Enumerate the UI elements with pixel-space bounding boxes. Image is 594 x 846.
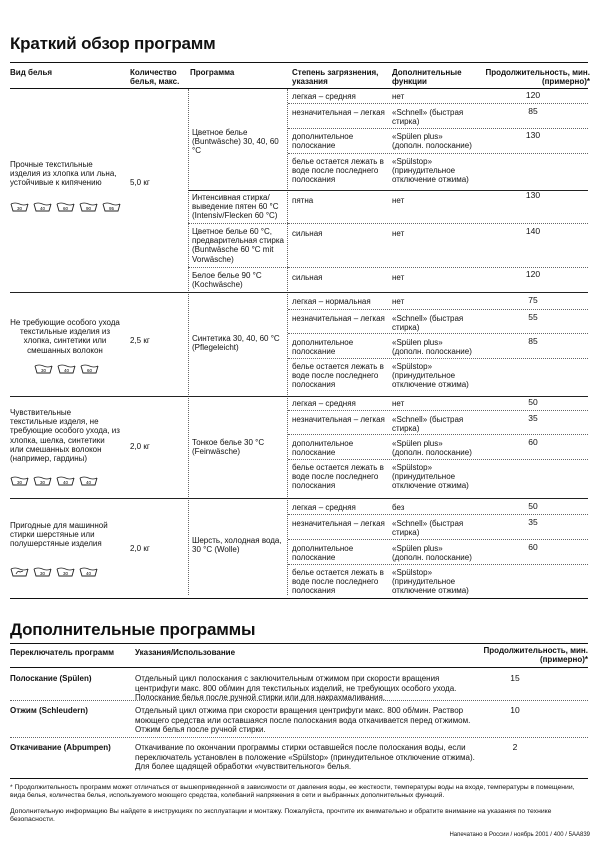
svg-text:40: 40 xyxy=(85,571,92,576)
divider xyxy=(288,223,588,224)
svg-text:30: 30 xyxy=(16,206,23,211)
group-rule xyxy=(10,292,588,293)
table-cell-extra: «Schnell» (быстрая стирка) xyxy=(392,415,464,434)
table-cell-duration: 140 xyxy=(525,226,541,236)
table-cell-soil: незначительная – легкая xyxy=(292,415,385,424)
hand-wash-icon xyxy=(10,567,29,577)
wash-40-icon xyxy=(79,476,98,486)
divider xyxy=(288,309,588,310)
table-cell-soil: легкая – средняя xyxy=(292,92,356,101)
svg-text:30: 30 xyxy=(16,480,23,485)
wash-90-icon xyxy=(79,202,98,212)
group1-program-1: Цветное белье (Buntwäsche) 30, 40, 60 °C xyxy=(192,128,279,156)
header-rule xyxy=(10,88,588,89)
table-cell-duration: 120 xyxy=(525,269,541,279)
svg-text:90: 90 xyxy=(85,206,92,211)
divider xyxy=(288,333,588,334)
table-cell-extra: нет xyxy=(392,273,405,282)
table-cell-duration: 60 xyxy=(528,437,538,447)
table-top-rule xyxy=(10,62,588,63)
wash-30-icon xyxy=(33,476,52,486)
col-divider xyxy=(188,89,189,595)
divider xyxy=(288,267,588,268)
group3-qty: 2,0 кг xyxy=(130,442,150,451)
section-title-extra-programs: Дополнительные программы xyxy=(10,620,256,639)
svg-text:60: 60 xyxy=(62,206,69,211)
group3-care-icons xyxy=(10,476,98,486)
divider xyxy=(288,514,588,515)
extra-program-name: Отжим (Schleudern) xyxy=(10,706,88,715)
table-cell-extra: нет xyxy=(392,399,405,408)
svg-text:30: 30 xyxy=(62,571,69,576)
wash-30-icon xyxy=(10,476,29,486)
group2-care-icons xyxy=(34,364,99,374)
group2-qty: 2,5 кг xyxy=(130,336,150,345)
divider xyxy=(188,267,288,268)
table-cell-duration: 130 xyxy=(525,130,541,140)
wash-60-icon xyxy=(56,202,75,212)
table-cell-soil: белье остается лежать в воде после последнего полоскания xyxy=(292,463,384,491)
group-rule xyxy=(10,396,588,397)
table-cell-extra: нет xyxy=(392,297,405,306)
table-cell-soil: незначительная – легкая xyxy=(292,519,385,528)
table-cell-soil: незначительная – легкая xyxy=(292,108,385,117)
extra-program-name: Полоскание (Spülen) xyxy=(10,674,92,683)
table-cell-duration: 85 xyxy=(528,336,538,346)
header-soil: Степень загрязнения, указания xyxy=(292,68,379,87)
table-cell-extra: «Spülen plus» (дополн. полоскание) xyxy=(392,439,472,458)
svg-text:30: 30 xyxy=(39,480,46,485)
group3-fabric: Чувствительные текстильные изделя, не требующие особого ухода, из хлопка, шелка, синтетики или смешанных волокон (например, гардины) xyxy=(10,408,120,463)
header-program: Программа xyxy=(190,68,235,77)
extra-program-duration: 10 xyxy=(510,705,520,715)
wash-30-icon xyxy=(33,567,52,577)
group3-program-1: Тонкое белье 30 °C (Feinwäsche) xyxy=(192,438,265,457)
divider xyxy=(288,410,588,411)
divider xyxy=(288,103,588,104)
table-cell-extra: «Spülen plus» (дополн. полоскание) xyxy=(392,544,472,563)
header-duration: Продолжительность, мин. (примерно)* xyxy=(485,68,590,87)
table-cell-duration: 75 xyxy=(528,295,538,305)
table-cell-soil: легкая – средняя xyxy=(292,399,356,408)
extra-program-desc: Отдельный цикл отжима при скорости вращения центрифуги макс. 800 об/мин. Раствор моющего средства или оставшаяся после полоскания вода откачивается перед отжимом. Отжим белья после ручной стирки. xyxy=(135,706,471,735)
table-cell-soil: дополнительное полоскание xyxy=(292,439,354,458)
divider xyxy=(288,358,588,359)
group1-care-icons xyxy=(10,202,121,212)
table-cell-soil: легкая – средняя xyxy=(292,503,356,512)
svg-text:30: 30 xyxy=(39,571,46,576)
header-fabric: Вид белья xyxy=(10,68,53,77)
table-cell-extra: «Schnell» (быстрая стирка) xyxy=(392,108,464,127)
table-cell-duration: 120 xyxy=(525,90,541,100)
table-cell-extra: «Schnell» (быстрая стирка) xyxy=(392,314,464,333)
wash-40-icon xyxy=(79,567,98,577)
wash-95-icon xyxy=(102,202,121,212)
table2-bottom-rule xyxy=(10,778,588,779)
wash-40-icon xyxy=(56,476,75,486)
table-cell-soil: дополнительное полоскание xyxy=(292,544,354,563)
group4-program-1: Шерсть, холодная вода, 30 °C (Wolle) xyxy=(192,536,282,555)
table-cell-duration: 55 xyxy=(528,312,538,322)
svg-text:40: 40 xyxy=(39,206,46,211)
wash-30-icon xyxy=(34,364,53,374)
group2-program-1: Синтетика 30, 40, 60 °C (Pflegeleicht) xyxy=(192,334,280,353)
table-cell-extra: «Spülstop» (принудительное отключение отжима) xyxy=(392,362,469,390)
table-cell-soil: незначительная – легкая xyxy=(292,314,385,323)
svg-text:95: 95 xyxy=(108,206,115,211)
table-cell-extra: без xyxy=(392,503,405,512)
group1-fabric: Прочные текстильные изделия из хлопка или льна, устойчивые к кипячению xyxy=(10,160,117,188)
header2-usage: Указания/Использование xyxy=(135,648,236,657)
table-cell-extra: нет xyxy=(392,92,405,101)
table-cell-extra: нет xyxy=(392,196,405,205)
divider xyxy=(188,223,288,224)
table-cell-duration: 50 xyxy=(528,501,538,511)
extra-program-desc: Отдельный цикл полоскания с заключительным отжимом при скорости вращения центрифуги макс. 800 об/мин для текстильных изделий, не требующих особого ухода. Полоскание белья после ручной стирки или для накрахмаливания. xyxy=(135,674,457,703)
group4-qty: 2,0 кг xyxy=(130,544,150,553)
section-title-programs: Краткий обзор программ xyxy=(10,34,216,53)
table-cell-extra: «Schnell» (быстрая стирка) xyxy=(392,519,464,538)
table-cell-extra: «Spülen plus» (дополн. полоскание) xyxy=(392,338,472,357)
divider xyxy=(288,434,588,435)
group1-program-2: Интенсивная стирка/ выведение пятен 60 °C (Intensiv/Flecken 60 °C) xyxy=(192,193,279,221)
table-cell-soil: белье остается лежать в воде после последнего полоскания xyxy=(292,362,384,390)
svg-text:30: 30 xyxy=(40,368,47,373)
footnote: * Продолжительность программ может отличаться от вышеприведенной в зависимости от давления воды, ее жесткости, температуры воды на входе, температуры в помещении, вида белья, количества белья, используемого моющего средства, колебаний напряжения в сети и выбранных дополнительных функций. xyxy=(10,784,575,800)
header-extra: Дополнительные функции xyxy=(392,68,462,87)
col-divider xyxy=(287,89,288,595)
extra-program-duration: 2 xyxy=(512,742,518,752)
wash-40-icon xyxy=(57,364,76,374)
extra-program-desc: Откачивание по окончании программы стирки оставшейся после полоскания воды, если переключатель установлен в положение «Spülstop» (принудительное отключение отжима). Для более щадящей обработки «чувствительного» белья. xyxy=(135,743,475,772)
group1-qty: 5,0 кг xyxy=(130,178,150,187)
table-cell-soil: дополнительное полоскание xyxy=(292,338,354,357)
group2-fabric: Не требующие особого ухода текстильные изделия из хлопка, синтетики или смешанных волокон xyxy=(10,318,120,355)
svg-text:40: 40 xyxy=(85,480,92,485)
header2-duration: Продолжительность, мин. (примерно)* xyxy=(483,646,588,665)
table-cell-duration: 35 xyxy=(528,517,538,527)
table2-top-rule xyxy=(10,643,588,644)
group4-fabric: Пригодные для машинной стирки шерстяные или полушерстяные изделия xyxy=(10,521,108,549)
extra-program-duration: 15 xyxy=(510,673,520,683)
wash-40-icon xyxy=(33,202,52,212)
group1-program-4: Белое белье 90 °C (Kochwäsche) xyxy=(192,271,262,290)
table-cell-soil: дополнительное полоскание xyxy=(292,132,354,151)
table-cell-duration: 35 xyxy=(528,413,538,423)
table-bottom-rule xyxy=(10,598,588,599)
svg-text:60: 60 xyxy=(86,368,93,373)
svg-text:40: 40 xyxy=(63,368,70,373)
table-cell-soil: легкая – нормальная xyxy=(292,297,371,306)
table-cell-duration: 50 xyxy=(528,397,538,407)
svg-text:40: 40 xyxy=(62,480,69,485)
table-cell-soil: белье остается лежать в воде после последнего полоскания xyxy=(292,568,384,596)
table-cell-soil: белье остается лежать в воде после последнего полоскания xyxy=(292,157,384,185)
header2-selector: Переключатель программ xyxy=(10,648,115,657)
divider xyxy=(10,737,588,738)
table-cell-extra: «Spülstop» (принудительное отключение отжима) xyxy=(392,568,469,596)
wash-30-icon xyxy=(56,567,75,577)
group1-program-3: Цветное белье 60 °C, предварительная стирка (Buntwäsche 60 °C mit Vorwäsche) xyxy=(192,227,284,264)
print-info: Напечатано в России / ноябрь 2001 / 400 / 5AA839 xyxy=(449,832,590,838)
table-cell-duration: 60 xyxy=(528,542,538,552)
extra-program-name: Откачивание (Abpumpen) xyxy=(10,743,111,752)
table-cell-extra: «Spülstop» (принудительное отключение отжима) xyxy=(392,157,469,185)
header-quantity: Количество белья, макс. xyxy=(130,68,180,87)
divider xyxy=(288,539,588,540)
group-rule xyxy=(10,498,588,499)
table-cell-duration: 85 xyxy=(528,106,538,116)
divider xyxy=(288,128,588,129)
footnote-additional-info: Дополнительную информацию Вы найдете в инструкциях по эксплуатации и монтажу. Пожалуйста, прочтите их внимательно и обратите внимание на указания по технике безопасности. xyxy=(10,808,552,824)
divider xyxy=(288,153,588,154)
table-cell-extra: нет xyxy=(392,229,405,238)
divider xyxy=(288,459,588,460)
table-cell-duration: 130 xyxy=(525,190,541,200)
table-cell-soil: сильная xyxy=(292,273,323,282)
wash-30-icon xyxy=(10,202,29,212)
group4-care-icons xyxy=(10,567,98,577)
table-cell-extra: «Spülen plus» (дополн. полоскание) xyxy=(392,132,472,151)
divider xyxy=(288,564,588,565)
divider xyxy=(10,700,588,701)
wash-60-icon xyxy=(80,364,99,374)
table-cell-extra: «Spülstop» (принудительное отключение отжима) xyxy=(392,463,469,491)
header2-rule xyxy=(10,667,588,668)
table-cell-soil: пятна xyxy=(292,196,314,205)
table-cell-soil: сильная xyxy=(292,229,323,238)
